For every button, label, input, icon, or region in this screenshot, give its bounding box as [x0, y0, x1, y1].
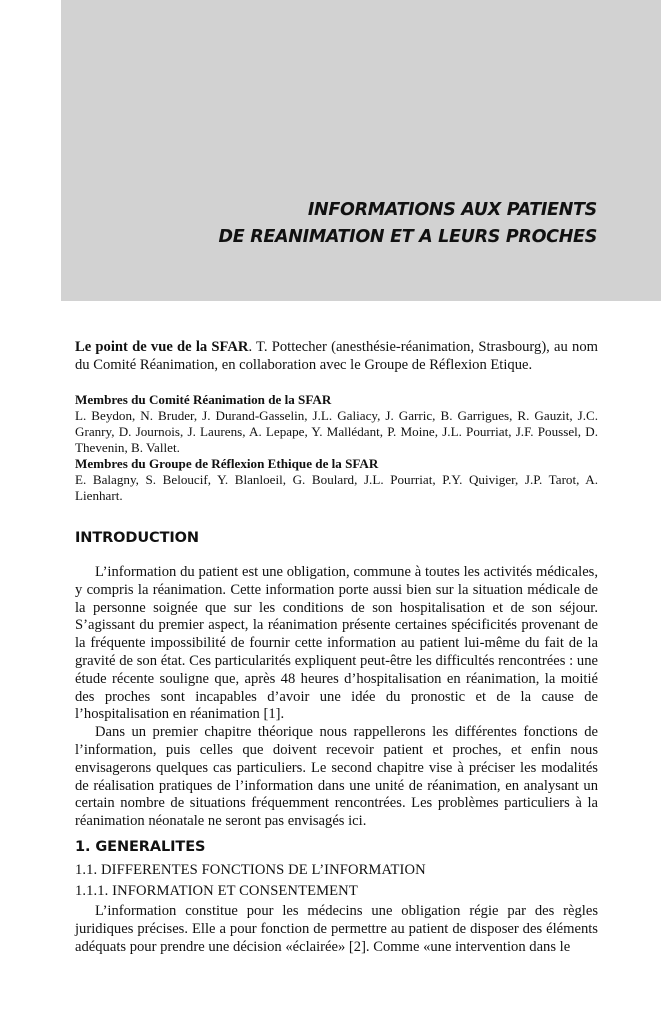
committee-names: L. Beydon, N. Bruder, J. Durand-Gasselin, J.L. Galiacy, J. Garric, B. Garrigues, R. Gauzit, J.C. Granry, D. Journois, J. Laurens, A. Lepape, Y. Mallédant, P. Moine, J.L. Pourriat, J.F. Poussel, D. Thevenin, B. Vallet.	[75, 408, 598, 455]
introduction-heading: INTRODUCTION	[75, 530, 199, 546]
title-line-1: INFORMATIONS AUX PATIENTS	[307, 200, 597, 220]
section-1-heading: 1. GENERALITES	[75, 839, 206, 855]
ethics-title: Membres du Groupe de Réflexion Ethique de la SFAR	[75, 456, 379, 471]
authorship-paragraph	[75, 339, 598, 375]
members-block	[75, 392, 598, 504]
committee-title: Membres du Comité Réanimation de la SFAR	[75, 392, 332, 407]
subsection-1-1-1: 1.1.1. INFORMATION ET CONSENTEMENT	[75, 883, 358, 899]
document-title	[219, 197, 597, 251]
introduction-para-1: L’information du patient est une obligation, commune à toutes les activités médicales, y compris la réanimation. Cette information porte aussi bien sur la situation médicale de la personne soignée que sur les conditions de son hospitalisation et de son séjour. S’agissant du premier aspect, la réanimation présente certaines spécificités provenant de la fréquente impossibilité de fournir cette information au patient lui-même du fait de la gravité de son état. Ces particularités expliquent peut-être les difficultés rencontrées : une étude récente souligne que, après 48 heures d’hospitalisation en réanimation, la moitié des proches sont incapables d’avoir une idée du pronostic et de la cause de l’hospitalisation en réanimation [1].	[75, 564, 598, 723]
introduction-heading-wrap	[75, 530, 598, 546]
header-band	[61, 0, 661, 301]
sfar-lead: Le point de vue de la SFAR	[75, 339, 249, 355]
subsection-1-1: 1.1. DIFFERENTES FONCTIONS DE L’INFORMATION	[75, 862, 426, 878]
introduction-para-2: Dans un premier chapitre théorique nous rappellerons les différentes fonctions de l’information, puis celles que doivent recevoir patient et proches, et enfin nous envisagerons quelques cas particuliers. Le second chapitre vise à préciser les modalités de réalisation pratiques de l’information dans une unité de réanimation, en analysant un certain nombre de situations fréquemment rencontrées. Les problèmes particuliers à la réanimation néonatale ne seront pas envisagés ici.	[75, 724, 598, 830]
section-1-para-1: L’information constitue pour les médecins une obligation régie par des règles juridiques précises. Elle a pour fonction de permettre au patient de disposer des éléments adéquats pour prendre une décision «éclairée» [2]. Comme «une intervention dans le	[75, 903, 598, 955]
authorship-text: . T. Pottecher (anesthésie-réanimation, Strasbourg), au nom du Comité Réanimation, en collaboration avec le Groupe de Réflexion Etique.	[75, 339, 598, 373]
section-1	[75, 839, 598, 956]
introduction-body	[75, 564, 598, 831]
ethics-names: E. Balagny, S. Beloucif, Y. Blanloeil, G. Boulard, J.L. Pourriat, P.Y. Quiviger, J.P. Tarot, A. Lienhart.	[75, 472, 598, 503]
title-line-2: DE REANIMATION ET A LEURS PROCHES	[218, 227, 597, 247]
